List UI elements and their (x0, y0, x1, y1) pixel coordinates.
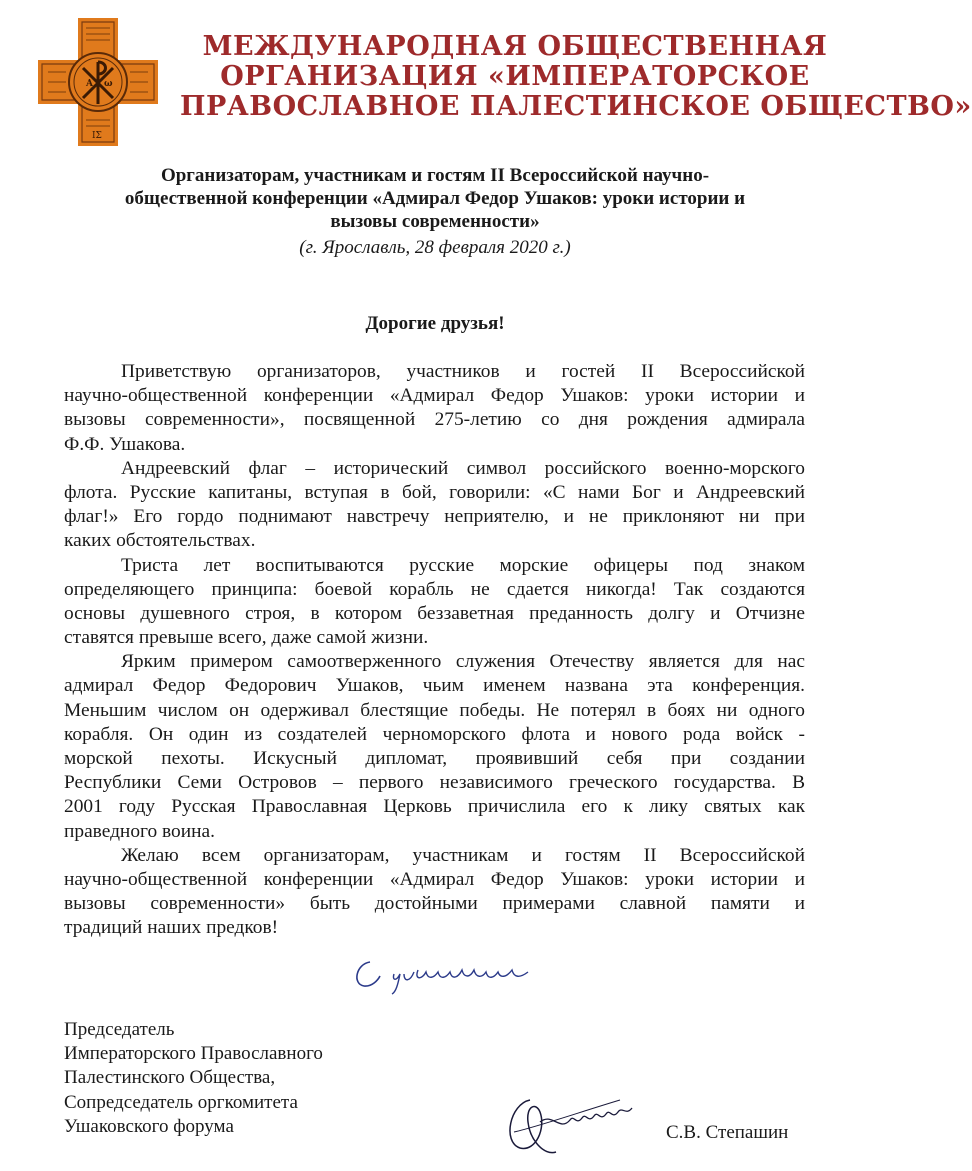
position-line: Императорского Православного (64, 1043, 323, 1065)
handwritten-signature (500, 1082, 650, 1162)
organization-title-line: ОРГАНИЗАЦИЯ «ИМПЕРАТОРСКОЕ (220, 61, 810, 92)
text-line: флота. Русские капитаны, вступая в бой, говорили: «С нами Бог и Андреевский (64, 481, 805, 503)
paragraph (64, 650, 805, 844)
text-line: определяющего принципа: боевой корабль не сдается никогда! Так создаются (64, 578, 805, 600)
letter-body (64, 360, 805, 941)
text-line: Ярким примером самоотверженного служения Отечеству является для нас (121, 651, 805, 673)
text-line: традиций наших предков! (64, 917, 279, 939)
paragraph (64, 844, 805, 941)
svg-text:A: A (86, 79, 93, 89)
text-line: Меньшим числом он одерживал блестящие победы. Не потерял в боях ни одного (64, 699, 805, 721)
paragraph (64, 554, 805, 651)
letter-addressee (60, 164, 810, 233)
text-line: вызовы современности», посвященной 275-летию со дня рождения адмирала (64, 409, 805, 431)
paragraph (64, 360, 805, 457)
text-line: корабля. Он один из создателей черноморского флота и нового рода войск - (64, 723, 805, 745)
addressee-line: общественной конференции «Адмирал Федор Ушаков: уроки истории и (124, 188, 746, 209)
text-line: праведного воина. (64, 820, 215, 842)
text-line: вызовы современности» быть достойными примерами славной памяти и (64, 893, 805, 915)
text-line: Триста лет воспитываются русские морские офицеры под знаком (121, 554, 805, 576)
text-line: основы душевного строя, в котором беззаветная преданность долгу и Отчизне (64, 602, 805, 624)
text-line: научно-общественной конференции «Адмирал Федор Ушаков: уроки истории и (64, 385, 805, 407)
society-emblem-icon (36, 16, 160, 148)
signatory-name: С.В. Степашин (666, 1122, 789, 1143)
text-line: Республики Семи Островов – первого независимого греческого государства. В (64, 772, 805, 794)
event-place-date: (г. Ярославль, 28 февраля 2020 г.) (299, 237, 571, 258)
handwritten-closing (348, 950, 548, 998)
signatory-position (64, 1018, 323, 1139)
addressee-line: Организаторам, участникам и гостям II Всероссийской научно- (160, 165, 710, 186)
text-line: каких обстоятельствах. (64, 530, 256, 552)
text-line: научно-общественной конференции «Адмирал Федор Ушаков: уроки истории и (64, 868, 805, 890)
organization-title-line: ПРАВОСЛАВНОЕ ПАЛЕСТИНСКОЕ ОБЩЕСТВО» (180, 91, 972, 122)
position-line: Сопредседатель оргкомитета (64, 1091, 298, 1113)
organization-title-line: МЕЖДУНАРОДНАЯ ОБЩЕСТВЕННАЯ (202, 31, 828, 62)
text-line: 2001 году Русская Православная Церковь причислила его к лику святых как (64, 796, 805, 818)
salutation: Дорогие друзья! (365, 313, 505, 334)
svg-text:ω: ω (104, 79, 113, 89)
text-line: Андреевский флаг – исторический символ российского военно-морского (121, 457, 805, 479)
addressee-line: вызовы современности» (330, 211, 540, 232)
paragraph (64, 457, 805, 554)
text-line: Желаю всем организаторам, участникам и гостям II Всероссийской (121, 844, 805, 866)
position-line: Председатель (64, 1019, 175, 1040)
text-line: флаг!» Его гордо поднимают навстречу неприятелю, и не приклоняют ни при (64, 506, 805, 528)
position-line: Ушаковского форума (64, 1115, 234, 1137)
organization-title (180, 31, 972, 122)
position-line: Палестинского Общества, (64, 1067, 276, 1089)
text-line: ставятся превыше всего, даже самой жизни. (64, 627, 429, 649)
text-line: Приветствую организаторов, участников и гостей II Всероссийской (121, 361, 805, 382)
text-line: Ф.Ф. Ушакова. (64, 433, 186, 455)
text-line: адмирал Федор Федорович Ушаков, чьим именем названа эта конференция. (64, 675, 805, 697)
text-line: морской пехоты. Искусный дипломат, проявивший себя при создании (64, 748, 805, 769)
svg-text:ΙΣ: ΙΣ (92, 131, 102, 141)
